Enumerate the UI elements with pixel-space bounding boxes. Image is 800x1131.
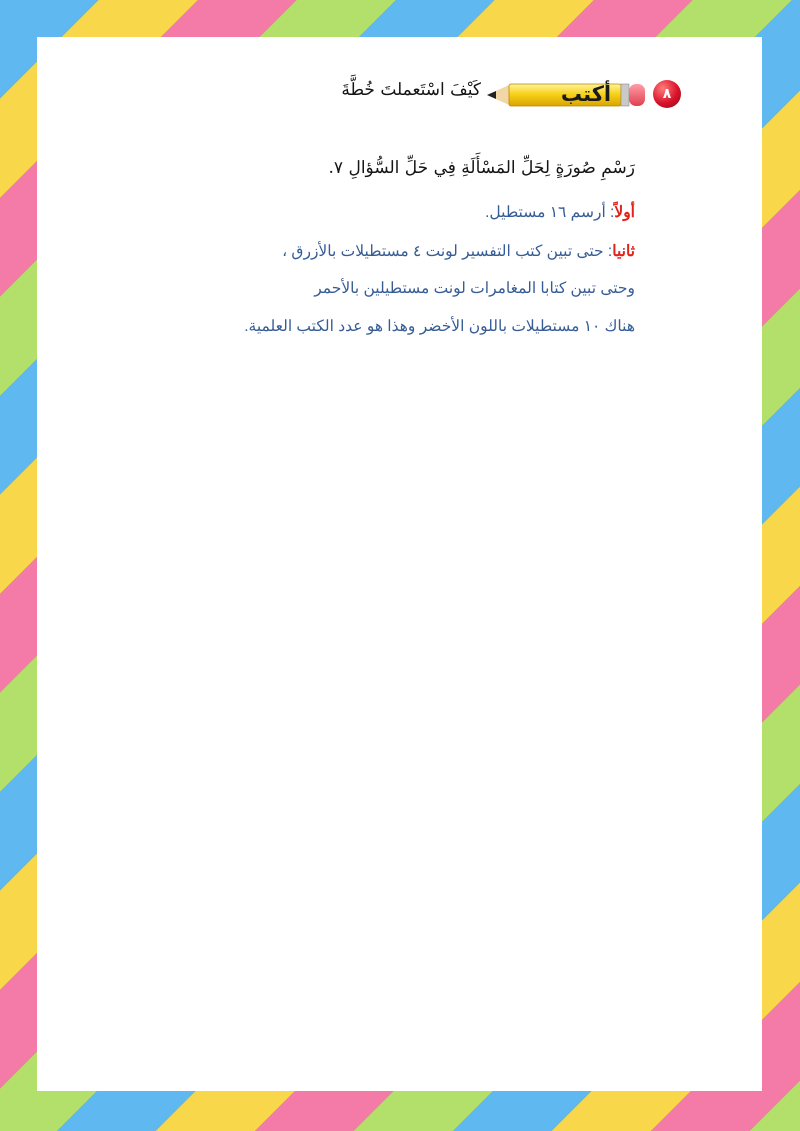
question-number-badge-icon: ٨ <box>653 80 681 108</box>
answer-second-label: ثانيا <box>612 243 635 260</box>
question-title-line2: رَسْمِ صُورَةٍ لِحَلِّ المَسْأَلَةِ فِي حَلِّ السُّؤالِ ٧. <box>328 158 635 178</box>
answer-line-fourth: هناك ١٠ مستطيلات باللون الأخضر وهذا هو عدد الكتب العلمية. <box>244 318 635 335</box>
answer-line-third: وحتى تبين كتابا المغامرات لونت مستطيلين بالأحمر <box>314 280 635 297</box>
answer-first-text: : أرسم ١٦ مستطيل. <box>485 204 615 221</box>
answer-second-text: : حتى تبين كتب التفسير لونت ٤ مستطيلات بالأزرق ، <box>282 243 613 260</box>
answer-line-second <box>282 242 635 261</box>
answer-first-label: أولاً <box>614 204 635 221</box>
write-badge-label: أكتب <box>560 82 612 106</box>
worksheet-page <box>37 37 762 1091</box>
answer-line-first <box>485 203 635 222</box>
question-header <box>341 78 681 112</box>
question-title-line1: كَيْفَ اسْتَعملتَ خُطَّةَ <box>341 80 481 100</box>
